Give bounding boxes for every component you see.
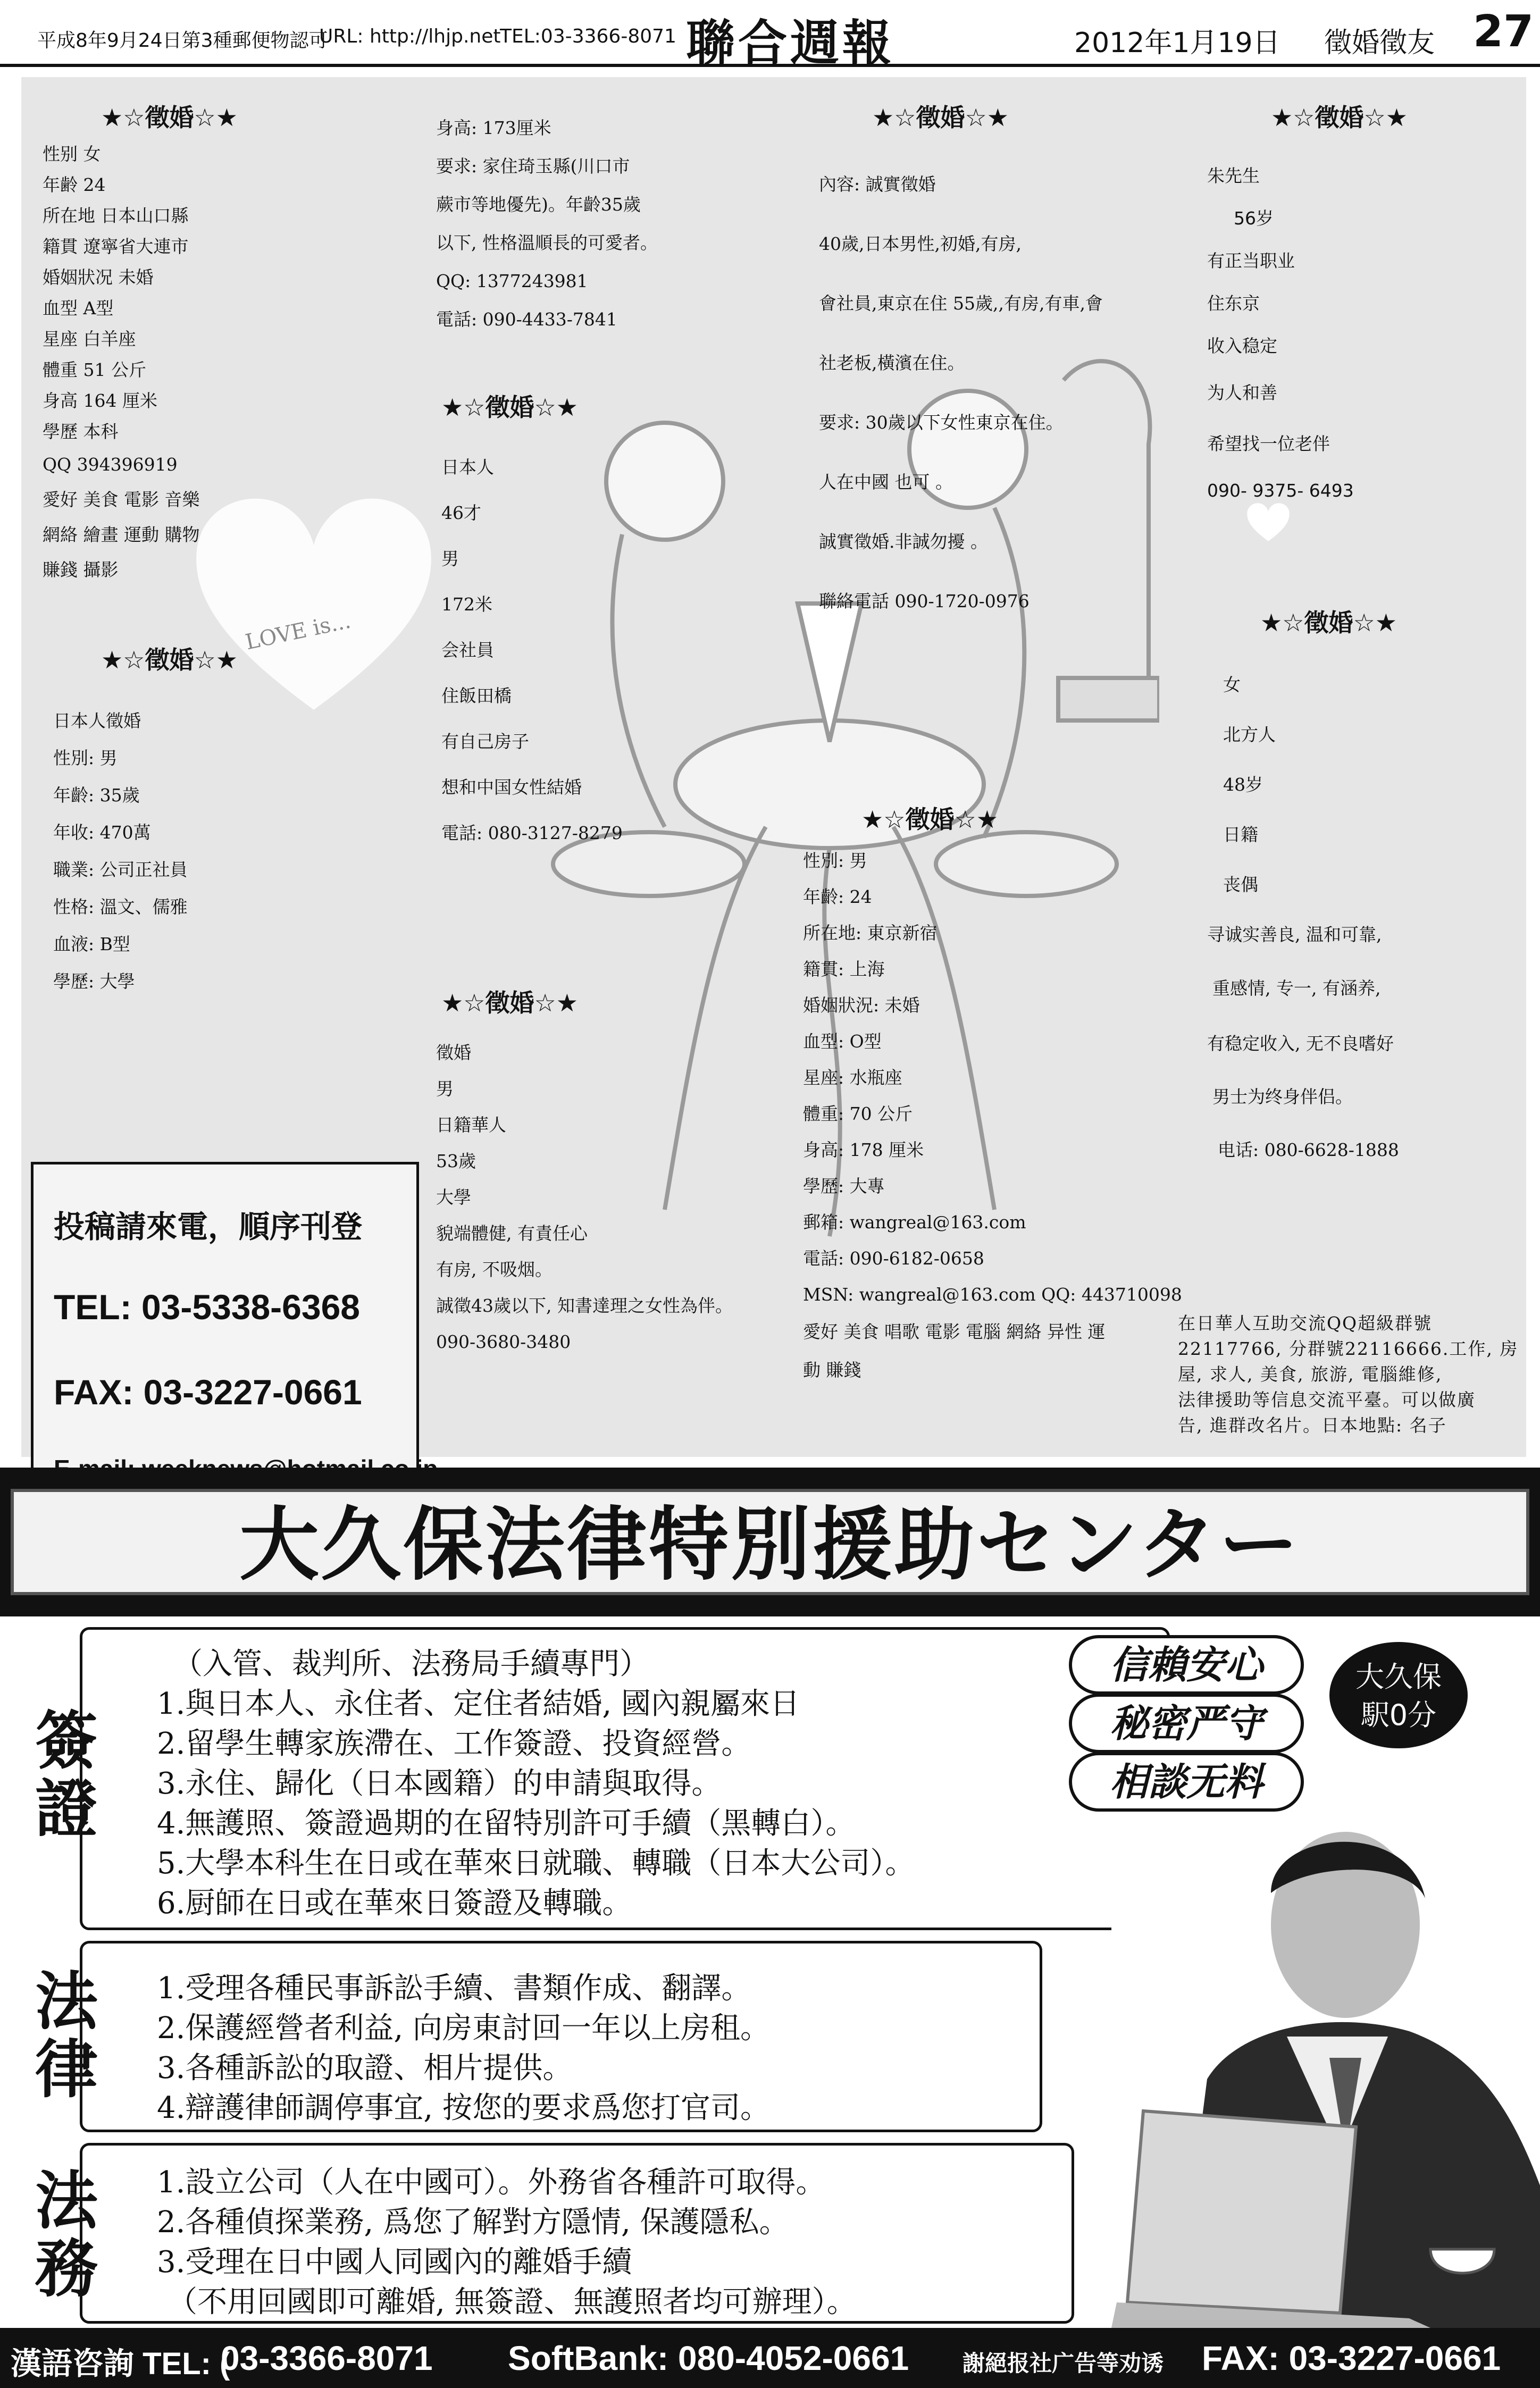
header-tel: TEL:03-3366-8071 <box>500 26 676 47</box>
ad-title: ★☆徵婚☆★ <box>861 805 998 834</box>
love-is-text: LOVE is... <box>243 608 353 655</box>
ad-line: 愛好 美食 電影 音樂 <box>43 489 200 510</box>
service-line: （入管、裁判所、法務局手續專門） <box>173 1647 649 1681</box>
ad-line: 172米 <box>441 594 492 615</box>
ad-line: 婚姻狀況: 未婚 <box>803 995 920 1016</box>
ad-line: 朱先生 <box>1207 165 1260 186</box>
ad-title: ★☆徵婚☆★ <box>1260 608 1397 637</box>
ad-line: 有自己房子 <box>441 731 529 752</box>
ad-line: 學歷: 大專 <box>803 1176 885 1196</box>
ad-line: 日本人徵婚 <box>53 710 141 731</box>
law-services-box <box>80 1941 1042 2132</box>
free-consult-badge: 相談无料 <box>1069 1752 1304 1812</box>
contact-fax: FAX: 03-3227-0661 <box>54 1372 362 1412</box>
ad-line: 人在中國 也可 。 <box>819 472 953 492</box>
personals-section <box>21 77 1526 1457</box>
personal-ad-8 <box>1207 98 1408 512</box>
footer-softbank: SoftBank: 080-4052-0661 <box>508 2339 909 2377</box>
ad-line: 星座: 水瓶座 <box>803 1067 902 1088</box>
personal-ad-4 <box>441 388 623 856</box>
notice-line: 法律援助等信息交流平臺。可以做廣 <box>1178 1389 1476 1410</box>
ad-line: 籍貫 遼寧省大連市 <box>43 236 189 257</box>
okubo-line1: 大久保 <box>1355 1660 1442 1694</box>
ad-line: 重感情, 专一, 有涵养, <box>1212 978 1381 999</box>
ad-line: 電話: 090-4433-7841 <box>436 309 617 330</box>
banner-title: 大久保法律特別援助センター <box>11 1489 1529 1595</box>
ad-line: 血液: B型 <box>53 934 130 954</box>
ad-line: 为人和善 <box>1207 382 1277 403</box>
ad-line: 郵箱: wangreal@163.com <box>803 1212 1026 1233</box>
ad-line: 星座 白羊座 <box>43 329 136 349</box>
service-line: 3.各種訴訟的取證、相片提供。 <box>157 2051 573 2085</box>
ad-line: 職業: 公司正社員 <box>53 859 188 880</box>
personal-ad-7 <box>803 800 1182 1389</box>
contact-tel: TEL: 03-5338-6368 <box>54 1287 360 1327</box>
ad-line: 090-3680-3480 <box>436 1331 571 1352</box>
ad-title: ★☆徵婚☆★ <box>1271 103 1408 132</box>
ad-line: 籍貫: 上海 <box>803 959 885 979</box>
page-header <box>0 0 1540 72</box>
ad-line: 性别 女 <box>43 144 101 164</box>
ad-line: MSN: wangreal@163.com QQ: 443710098 <box>803 1284 1182 1305</box>
contact-heading: 投稿請來電，順序刊登 <box>54 1210 363 1244</box>
service-line: 1.設立公司（人在中國可）。外務省各種許可取得。 <box>157 2165 826 2200</box>
service-line: 3.永住、歸化（日本國籍）的申請與取得。 <box>157 1766 722 1801</box>
ad-line: 內容: 誠實徵婚 <box>819 174 936 195</box>
ad-line: 身高: 173厘米 <box>436 118 551 138</box>
ad-line: 婚姻狀况 未婚 <box>43 267 154 288</box>
ad-line: 體重 51 公斤 <box>43 359 146 380</box>
ad-line: 日籍華人 <box>436 1115 506 1135</box>
ad-line: 46才 <box>441 502 481 523</box>
ad-line: 以下, 性格溫順長的可愛者。 <box>436 232 658 253</box>
qq-group-notice <box>1178 1311 1518 1438</box>
ad-line: 有房, 不吸烟。 <box>436 1259 553 1280</box>
ad-title: ★☆徵婚☆★ <box>441 988 578 1017</box>
ad-line: 住飯田橋 <box>441 685 512 706</box>
service-line: 1.受理各種民事訴訟手續、書類作成、翻譯。 <box>157 1971 751 2006</box>
service-line: 6.厨師在日或在華來日簽證及轉職。 <box>157 1886 632 1921</box>
visa-services-box <box>80 1627 1170 1930</box>
footer-inquiry-label: 漢語咨詢 TEL: ( <box>11 2347 230 2381</box>
ad-line: 53歲 <box>436 1151 476 1171</box>
okubo-station-badge <box>1329 1642 1468 1748</box>
notice-line: 22117766, 分群號22116666.工作, 房 <box>1178 1338 1519 1359</box>
law-label: 法律 <box>35 1964 98 2106</box>
service-line: （不用回國即可離婚, 無簽證、無護照者均可辦理）。 <box>168 2285 857 2319</box>
personal-ad-5 <box>436 984 733 1360</box>
ad-line: 日籍 <box>1223 824 1258 845</box>
ad-line: 社老板,橫濱在住。 <box>819 353 965 373</box>
legal-center-banner <box>0 1468 1540 1616</box>
ad-line: 年齡: 35歲 <box>53 785 140 806</box>
ad-line: 身高 164 厘米 <box>43 390 157 411</box>
postal-permit: 平成8年9月24日第3種郵便物認可 <box>37 30 328 52</box>
page-number: 27 <box>1473 6 1534 57</box>
ad-line: 性別: 男 <box>803 850 867 871</box>
ad-line: 日本人 <box>441 457 494 477</box>
footer-tel: 03-3366-8071 <box>221 2339 433 2377</box>
ad-line: 愛好 美食 唱歌 電影 電腦 網絡 异性 運 <box>803 1321 1106 1342</box>
ad-line: 收入稳定 <box>1207 336 1277 356</box>
notice-line: 在日華人互助交流QQ超級群號 <box>1178 1313 1433 1334</box>
ad-line: 会社員 <box>441 640 494 660</box>
personal-ad-6 <box>819 98 1103 631</box>
footer-contact-bar <box>0 2328 1540 2388</box>
ad-line: 090- 9375- 6493 <box>1207 480 1354 501</box>
ad-line: 電話: 090-6182-0658 <box>803 1248 984 1269</box>
ad-line: 動 賺錢 <box>803 1360 861 1380</box>
ad-line: 希望找一位老伴 <box>1207 433 1330 454</box>
legal-affairs-label: 法務 <box>35 2164 98 2306</box>
ad-line: 年齢 24 <box>43 174 106 195</box>
ad-line: 有稳定收入, 无不良嗜好 <box>1207 1033 1394 1054</box>
issue-date: 2012年1月19日 <box>1074 27 1280 59</box>
personal-ad-1 <box>43 98 238 588</box>
ad-line: 56岁 <box>1234 208 1274 229</box>
ad-line: 北方人 <box>1223 724 1276 745</box>
ad-line: 所在地: 東京新宿 <box>803 923 938 943</box>
footer-note: 謝絕报社广告等劝诱 <box>962 2351 1164 2376</box>
ad-line: 年齡: 24 <box>803 886 872 907</box>
header-url[interactable]: URL: http://lhjp.net <box>319 26 501 47</box>
ad-title: ★☆徵婚☆★ <box>101 646 238 674</box>
ad-line: 貌端體健, 有責任心 <box>436 1223 588 1244</box>
ad-line: 身高: 178 厘米 <box>803 1139 924 1160</box>
ad-line: 要求: 30歲以下女性東京在住。 <box>819 412 1064 433</box>
ad-line: 徵婚 <box>436 1042 471 1063</box>
service-line: 4.辯護律師調停事宜, 按您的要求爲您打官司。 <box>157 2091 771 2125</box>
ad-title: ★☆徵婚☆★ <box>441 393 578 422</box>
ad-line: 丧偶 <box>1223 874 1258 895</box>
secret-badge: 秘密严守 <box>1069 1694 1304 1753</box>
ad-line: 女 <box>1223 674 1241 695</box>
ad-title: ★☆徵婚☆★ <box>101 103 238 132</box>
service-line: 1.與日本人、永住者、定住者結婚, 國內親屬來日 <box>157 1687 800 1721</box>
service-line: 2.各種偵探業務, 爲您了解對方隱情, 保護隱私。 <box>157 2205 789 2240</box>
service-line: 3.受理在日中國人同國內的離婚手續 <box>157 2245 632 2280</box>
service-line: 2.保護經營者利益, 向房東討回一年以上房租。 <box>157 2011 771 2046</box>
legal-affairs-box <box>80 2143 1074 2324</box>
ad-line: 網絡 繪畫 運動 購物 <box>43 524 200 545</box>
ad-line: 性別: 男 <box>53 748 118 768</box>
ad-line: 賺錢 攝影 <box>43 559 119 580</box>
ad-line: 體重: 70 公斤 <box>803 1103 913 1124</box>
service-line: 2.留學生轉家族滯在、工作簽證、投資經營。 <box>157 1727 751 1761</box>
ad-line: 聯絡電話 090-1720-0976 <box>819 591 1030 611</box>
ad-line: 电话: 080-6628-1888 <box>1218 1139 1399 1160</box>
ad-line: 男士为终身伴侣。 <box>1212 1086 1353 1107</box>
ad-line: 寻诚实善良, 温和可靠, <box>1207 924 1382 945</box>
ad-line: 48岁 <box>1223 774 1263 795</box>
ad-line: 學歷: 大學 <box>53 971 135 992</box>
notice-line: 告, 進群改名片。日本地點: 名子 <box>1178 1415 1447 1436</box>
section-name: 徵婚徵友 <box>1324 27 1435 59</box>
ad-line: 男 <box>436 1078 454 1099</box>
personal-ad-9 <box>1207 604 1399 1177</box>
footer-fax: FAX: 03-3227-0661 <box>1202 2339 1501 2377</box>
personal-ad-3 <box>436 109 658 339</box>
ad-line: 住东京 <box>1207 293 1260 314</box>
ad-line: 所在地 日本山口縣 <box>43 205 189 226</box>
ad-line: 誠實徵婚.非誠勿擾 。 <box>819 531 988 552</box>
ad-line: 會社員,東京在住 55歲,,有房,有車,會 <box>819 293 1103 314</box>
ad-line: 年收: 470萬 <box>53 822 151 843</box>
ad-line: 大學 <box>436 1187 471 1208</box>
ad-line: QQ 394396919 <box>43 454 178 475</box>
ad-line: 血型: O型 <box>803 1031 882 1052</box>
trust-badge: 信賴安心 <box>1069 1635 1304 1695</box>
ad-line: 想和中国女性結婚 <box>441 777 582 798</box>
notice-line: 屋, 求人, 美食, 旅游, 電腦維修, <box>1178 1364 1443 1385</box>
service-line: 4.無護照、簽證過期的在留特別許可手續（黑轉白）。 <box>157 1806 856 1841</box>
ad-line: 蕨市等地優先)。年齡35歲 <box>436 194 641 215</box>
ad-line: 男 <box>441 548 459 569</box>
businessman-photo <box>1111 1781 1540 2328</box>
ad-line: QQ: 1377243981 <box>436 271 588 291</box>
ad-line: 要求: 家住琦玉縣(川口市 <box>436 156 630 177</box>
service-line: 5.大學本科生在日或在華來日就職、轉職（日本大公司）。 <box>157 1846 915 1881</box>
ad-line: 有正当职业 <box>1207 250 1295 271</box>
ad-line: 電話: 080-3127-8279 <box>441 823 623 843</box>
ad-line: 40歲,日本男性,初婚,有房, <box>819 233 1022 254</box>
personal-ad-2 <box>53 641 238 1000</box>
okubo-line2: 駅0分 <box>1360 1698 1437 1732</box>
ad-line: 性格: 溫文、儒雅 <box>53 896 188 917</box>
visa-label: 簽證 <box>35 1704 98 1846</box>
ad-line: 誠徵43歲以下, 知書達理之女性為伴。 <box>436 1295 733 1316</box>
newspaper-name: 聯合週報 <box>686 14 895 72</box>
ad-line: 學歷 本科 <box>43 421 119 442</box>
ad-line: 血型 A型 <box>43 298 114 319</box>
ad-title: ★☆徵婚☆★ <box>872 103 1009 132</box>
